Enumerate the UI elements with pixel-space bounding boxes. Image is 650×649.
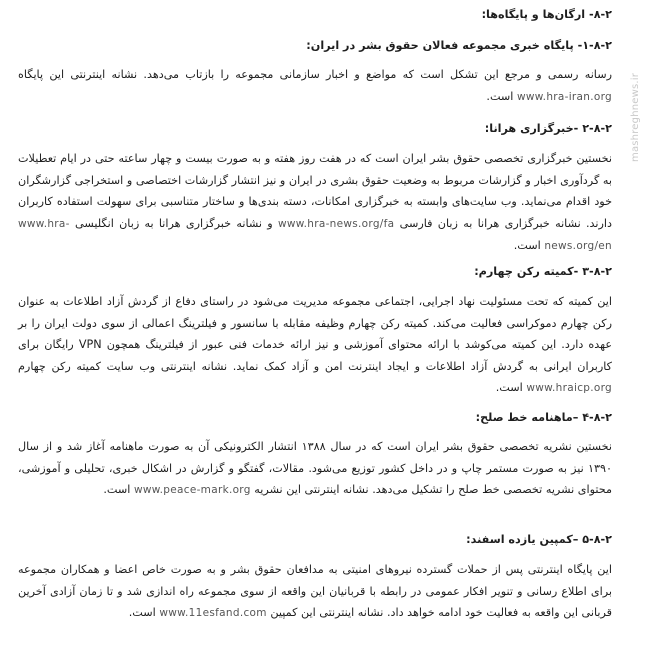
section-peace-line-body bbox=[18, 436, 612, 502]
section-hra-iran bbox=[18, 38, 612, 54]
paragraph: نخستین نشریه تخصصی حقوق بشر ایران است که در سال ۱۳۸۸ انتشار الکترونیکی آن به صورت ماهنامه آغاز شد و از سال ۱۳۹۰ نیز به صورت مستمر چاپ و در داخل کشور توزیع می‌شود. مقالات، گفتگو و گزارش در اشکال خبری، تحلیلی و آموزشی، محتوای نشریه تخصصی خط صلح را تشکیل می‌دهد. نشانه اینترنتی این نشریه www.peace-mark.org است. bbox=[18, 440, 612, 496]
link-peace-mark[interactable]: www.peace-mark.org bbox=[133, 484, 251, 496]
link-hraicp[interactable]: www.hraicp.org bbox=[526, 382, 612, 394]
link-hra-iran[interactable]: www.hra-iran.org bbox=[516, 90, 612, 103]
paragraph: این پایگاه اینترنتی پس از حملات گسترده نیروهای امنیتی به مدافعان حقوق بشر و به صورت خاص اعضا و همکاران مجموعه برای اطلاع رسانی و تنویر افکار عمومی در رابطه با قربانیان این واقعه از سوی مجموعه راه اندازی شد و تا زمان آزادی آخرین قربانی این واقعه به فعالیت خود ادامه خواهد داد. نشانه اینترنتی این کمپین www.11esfand.com است. bbox=[18, 563, 612, 619]
section-11-esfand bbox=[18, 532, 612, 548]
paragraph: نخستین خبرگزاری تخصصی حقوق بشر ایران است که در هفت روز هفته و به صورت بیست و چهار ساعته حتی در ایام تعطیلات به گردآوری اخبار و گزارشات مربوط به وضعیت حقوق بشری در ایران و نیز انتشار گزارشات اختصاصی و استخراجی گزارشگران خود اقدام می‌نماید. وب سایت‌های وابسته به خبرگزاری امکانات، دسته بندی‌ها و ساختار متناسبی برای سهولت استفاده کاربران دارند. نشانه خبرگزاری هرانا به زبان فارسی www.hra-news.org/fa و نشانه خبرگزاری هرانا به زبان انگلیسی www.hra-news.org/en است. bbox=[18, 152, 612, 252]
section-peace-line bbox=[18, 410, 612, 426]
section-heading-main bbox=[18, 7, 612, 23]
heading: ۲-۸-۲ -خبرگزاری هرانا: bbox=[484, 122, 612, 135]
heading: ۸-۲- ارگان‌ها و پایگاه‌ها: bbox=[481, 8, 612, 21]
section-hra-iran-body bbox=[18, 64, 612, 108]
section-hra-news-body bbox=[18, 148, 612, 258]
heading: ۵-۸-۲ –کمپین یازده اسفند: bbox=[466, 533, 612, 546]
heading: ۱-۸-۲- پایگاه خبری مجموعه فعالان حقوق بشر در ایران: bbox=[306, 39, 612, 52]
watermark: mashreghnews.ir bbox=[630, 72, 641, 162]
section-fourth-pillar bbox=[18, 264, 612, 280]
paragraph: رسانه رسمی و مرجع این تشکل است که مواضع و اخبار سازمانی مجموعه را بازتاب می‌دهد. نشانه اینترنتی این پایگاه www.hra-iran.org است. bbox=[18, 68, 612, 103]
paragraph: این کمیته که تحت مسئولیت نهاد اجرایی، اجتماعی مجموعه مدیریت می‌شود در راستای دفاع از گردش آزاد اطلاعات به عنوان رکن چهارم دموکراسی فعالیت می‌کند. کمیته رکن چهارم وظیفه مقابله با سانسور و فیلترینگ اعمالی از سوی دولت ایران را بر عهده دارد. این کمیته می‌کوشد با ارائه محتوای آموزشی و نیز ارائه خدمات فنی عبور از فیلترینگ همچون VPN رایگان برای کاربران ایرانی به گردش آزاد اطلاعات و ایجاد اینترنت امن و آزاد کمک نماید. نشانه اینترنتی وب سایت کمیته رکن چهارم www.hraicp.org است. bbox=[18, 295, 612, 394]
section-fourth-pillar-body bbox=[18, 291, 612, 400]
link-hra-news-en[interactable]: www.hra-news.org/en bbox=[18, 217, 612, 252]
heading: ۳-۸-۲ -کمیته رکن چهارم: bbox=[474, 265, 612, 278]
heading: ۴-۸-۲ –ماهنامه خط صلح: bbox=[475, 411, 612, 424]
link-hra-news-fa[interactable]: www.hra-news.org/fa bbox=[277, 217, 395, 230]
link-11esfand[interactable]: www.11esfand.com bbox=[159, 607, 267, 619]
section-11-esfand-body bbox=[18, 559, 612, 625]
section-hra-news bbox=[18, 121, 612, 137]
